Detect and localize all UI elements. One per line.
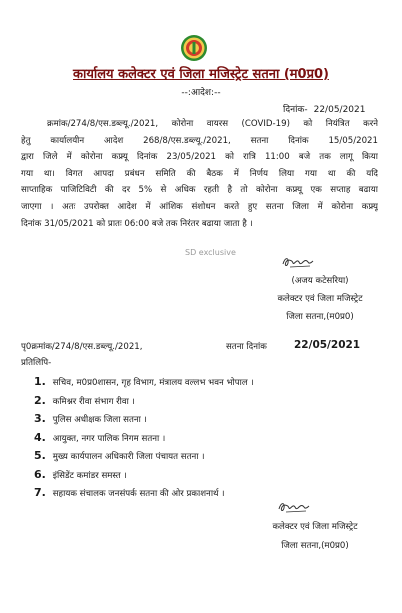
list-item [34, 431, 254, 450]
list-item-number: 5. [34, 449, 46, 462]
government-emblem-icon [180, 34, 208, 62]
list-item [34, 486, 254, 505]
signatory-name: (अजय कटेसरिया) [291, 276, 349, 286]
order-body-line: दिनांक 31/05/2021 को प्रातः 06:00 बजे तक निरंतर बढाया जाता है । [21, 218, 253, 229]
order-body [21, 116, 378, 232]
order-body-line: जाएगा । अतः उपरोक्त आदेश में आंशिक संशोधन करते हुए सतना जिला में कोरोना कफ्र्यू [21, 201, 378, 212]
list-item-text: कमिश्नर रीवा संभाग रीवा । [52, 396, 135, 407]
list-item-number: 4. [34, 430, 46, 444]
office-title: कार्यालय कलेक्टर एवं जिला मजिस्ट्रेट सतना (म0प्र0) [72, 67, 329, 82]
order-date-value: 22/05/2021 [313, 105, 366, 115]
signatory-place: जिला सतना,(म0प्र0) [286, 312, 354, 322]
order-date-label: दिनांक- [283, 105, 308, 115]
copy-number: पृ0क्रमांक/274/8/एस.डब्ल्यू./2021, [21, 342, 143, 352]
signatory-designation: कलेक्टर एवं जिला मजिस्ट्रेट [277, 294, 363, 304]
list-item-text: इंसिडेंट कमांडर समस्त । [52, 470, 127, 481]
list-item [34, 449, 254, 468]
order-body-line: द्वारा जिले में कोरोना कफ्र्यू दिनांक 23/05/2021 को रात्रि 11:00 बजे तक लागू किया [21, 152, 378, 163]
signature-icon [280, 254, 316, 270]
order-date [283, 102, 365, 115]
order-body-line: साप्ताहिक पाजिटिविटी की दर 5% से अधिक रहती है तो कोरोना कफ्र्यू एक सप्ताह बढाया [21, 185, 378, 196]
list-item-text: पुलिस अधीक्षक जिला सतना । [52, 415, 147, 425]
signatory-place: जिला सतना,(म0प्र0) [281, 541, 349, 551]
list-item-number: 3. [34, 412, 46, 425]
signatory-designation: कलेक्टर एवं जिला मजिस्ट्रेट [272, 522, 358, 532]
list-item-number: 2. [34, 393, 46, 407]
watermark-text: SD exclusive [185, 248, 236, 257]
copy-date-label: सतना दिनांक [226, 342, 267, 352]
list-item-text: सहायक संचालक जनसंपर्क सतना की ओर प्रकाशनार्थ । [52, 489, 225, 499]
signature-icon [276, 499, 312, 515]
copy-date-value: 22/05/2021 [294, 339, 361, 351]
list-item-number: 1. [34, 375, 46, 388]
list-item-number: 7. [34, 486, 46, 499]
recipient-list [34, 375, 254, 505]
signatory-block-copy [245, 518, 385, 556]
list-item-text: आयुक्त, नगर पालिक निगम सतना । [52, 433, 166, 444]
order-body-line: गया था। विगत आपदा प्रबंधन समिति की बैठक में निर्णय लिया गया था की यदि [21, 168, 378, 179]
list-item-text: मुख्य कार्यपालन अधिकारी जिला पंचायत सतना । [52, 452, 205, 462]
list-item-text: सचिव, म0प्र0शासन, गृह विभाग, मंत्रालय वल्लभ भवन भोपाल । [52, 378, 254, 388]
list-item-number: 6. [34, 467, 46, 481]
list-item [34, 468, 254, 487]
list-item [34, 412, 254, 431]
order-body-line: हेतु कार्यालयीन आदेश 268/8/एस.डब्ल्यू./2021, सतना दिनांक 15/05/2021 [21, 135, 378, 146]
order-body-line: क्रमांक/274/8/एस.डब्ल्यू./2021, कोरोना वायरस (COVID-19) को नियंत्रित करने [47, 119, 378, 129]
list-item [34, 375, 254, 394]
signatory-block [250, 272, 390, 326]
copy-to-label: प्रतिलिपि- [21, 358, 52, 368]
order-label: --:आदेश:-- [181, 88, 221, 98]
list-item [34, 394, 254, 413]
